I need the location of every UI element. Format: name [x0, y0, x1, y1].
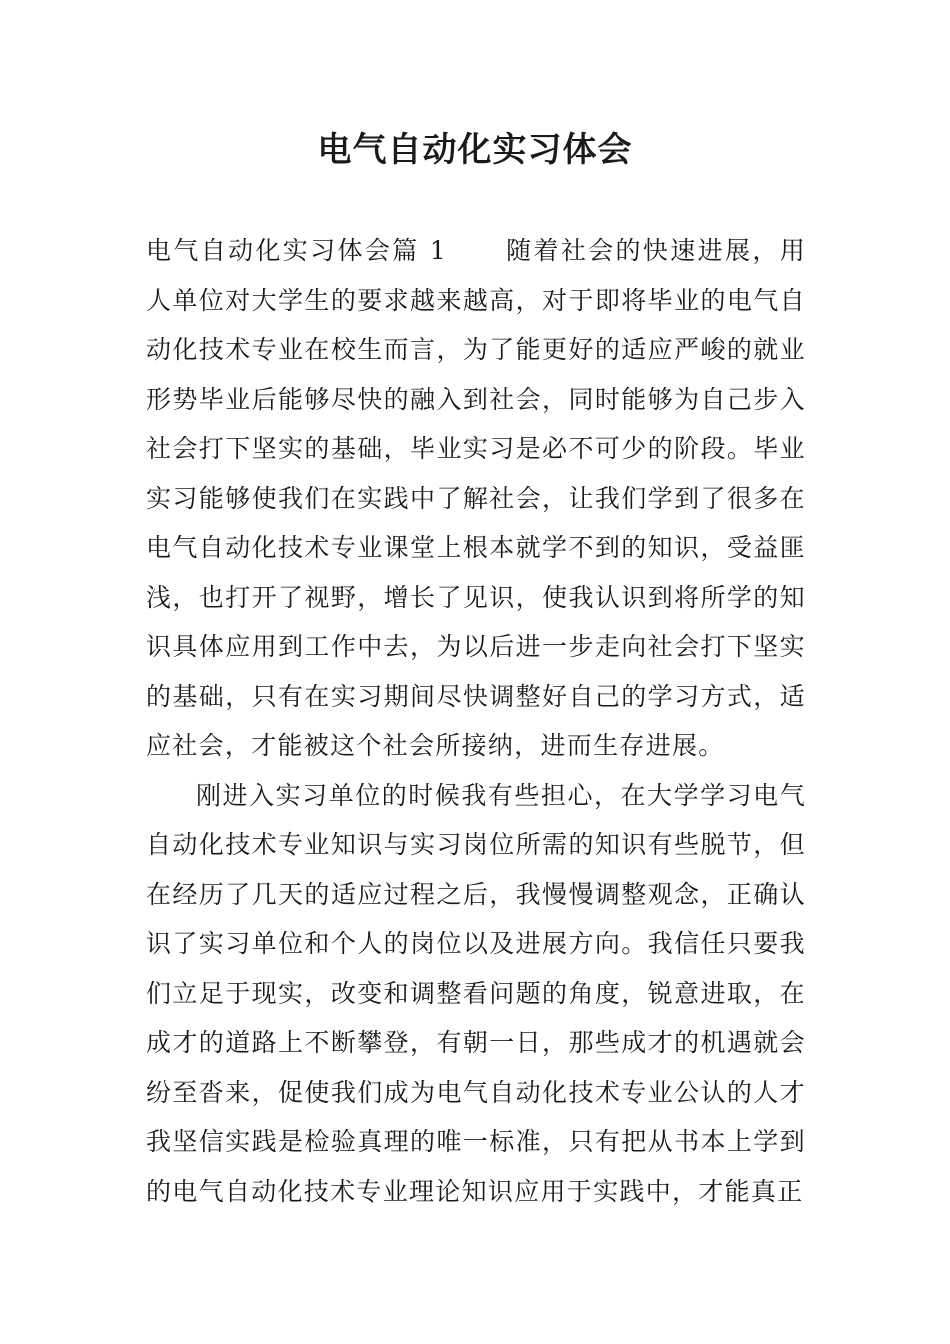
paragraph-2: 刚进入实习单位的时候我有些担心，在大学学习电气自动化技术专业知识与实习岗位所需的知识有些脱节，但在经历了几天的适应过程之后，我慢慢调整观念，正确认识了实习单位和个人的岗位以及进展方向。我信任只要我们立足于现实，改变和调整看问题的角度，锐意进取，在成才的道路上不断攀登，有朝一日，那些成才的机遇就会纷至沓来，促使我们成为电气自动化技术专业公认的人才我坚信实践是检验真理的唯一标准，只有把从书本上学到的电气自动化技术专业理论知识应用于实践中，才能真正	[146, 780, 806, 1206]
paragraph-1	[146, 226, 806, 771]
paragraph-1-text: 随着社会的快速进展，用人单位对大学生的要求越来越高，对于即将毕业的电气自动化技术专业在校生而言，为了能更好的适应严峻的就业形势毕业后能够尽快的融入到社会，同时能够为自己步入社会打下坚实的基础，毕业实习是必不可少的阶段。毕业实习能够使我们在实践中了解社会，让我们学到了很多在电气自动化技术专业课堂上根本就学不到的知识，受益匪浅，也打开了视野，增长了见识，使我认识到将所学的知识具体应用到工作中去，为以后进一步走向社会打下坚实的基础，只有在实习期间尽快调整好自己的学习方式，适应社会，才能被这个社会所接纳，进而生存进展。	[146, 236, 806, 760]
document-title: 电气自动化实习体会	[317, 130, 633, 170]
section-label: 电气自动化实习体会篇 1	[146, 236, 448, 265]
document-body	[146, 226, 806, 1216]
